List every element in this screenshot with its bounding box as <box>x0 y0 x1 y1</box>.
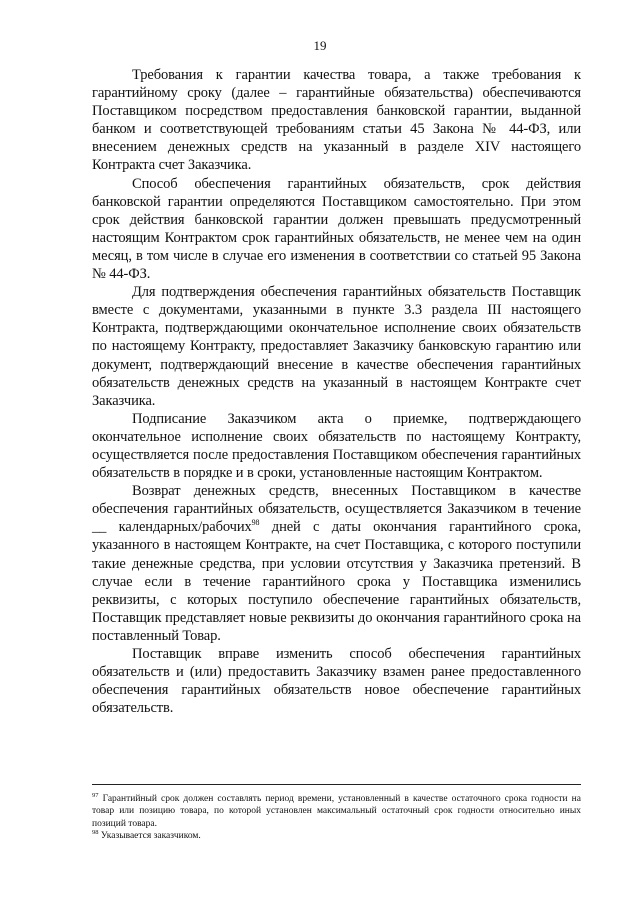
footnotes <box>92 793 581 842</box>
paragraph-warranty-requirements: Требования к гарантии качества товара, а также требования к гарантийному сроку (далее – гарантийные обязательства) обеспечиваются Поставщиком посредством предоставления банковской гарантии, выданной банком и соответствующей требованиям статьи 45 Закона № 44-ФЗ, или внесением денежных средств на указанный в разделе XIV настоящего Контракта счет Заказчика. <box>92 67 581 174</box>
paragraph-security-method: Способ обеспечения гарантийных обязательств, срок действия банковской гарантии определяются Поставщиком самостоятельно. При этом срок действия банковской гарантии должен превышать предусмотренный настоящим Контрактом срок гарантийных обязательств, не менее чем на один месяц, в том числе в случае его изменения в соответствии со статьей 95 Закона № 44-ФЗ. <box>92 175 581 283</box>
paragraph-funds-return-end: дней с даты окончания гарантийного срока, указанного в настоящем Контракте, на счет Поставщика, с которого поступили такие денежные средства, при условии отсутствия у Заказчика претензий. В случае если в течение гарантийного срока у Поставщика изменились реквизиты, с которых поступило обеспечение гарантийных обязательств, Поставщик представляет новые реквизиты до окончания гарантийного срока на поставленный Товар. <box>92 519 581 644</box>
footnote-98 <box>92 830 581 842</box>
footnote-97 <box>92 793 581 830</box>
paragraph-funds-return <box>92 482 581 645</box>
footnote-97-marker: 97 <box>92 792 99 799</box>
paragraph-acceptance-signing: Подписание Заказчиком акта о приемке, подтверждающего окончательное исполнение своих обязательств по настоящему Контракту, осуществляется после предоставления Поставщиком обеспечения гарантийных обязательств в порядке и в сроки, установленные настоящим Контрактом. <box>92 410 581 482</box>
paragraph-security-confirmation: Для подтверждения обеспечения гарантийных обязательств Поставщик вместе с документами, указанными в пункте 3.3 раздела III настоящего Контракта, подтверждающими окончательное исполнение своих обязательств по настоящему Контракту, предоставляет Заказчику банковскую гарантию или документ, подтверждающий внесение в качестве обеспечения гарантийных обязательств денежных средств на указанный в настоящем Контракте счет Заказчика. <box>92 284 581 409</box>
page-number: 19 <box>313 38 327 53</box>
body-text <box>92 66 581 717</box>
footnote-97-text: Гарантийный срок должен составлять период времени, установленный в качестве остаточного срока годности на товар или позицию товара, по которой установлен максимальный остаточный срок годности относительно иных позиций товара. <box>92 794 581 829</box>
paragraph-security-change: Поставщик вправе изменить способ обеспечения гарантийных обязательств и (или) предоставить Заказчику взамен ранее предоставленного обеспечения гарантийных обязательств новое обеспечение гарантийных обязательств. <box>92 646 581 717</box>
paragraph-funds-return-start: Возврат денежных средств, внесенных Поставщиком в качестве обеспечения гарантийных обязательств, осуществляется Заказчиком в течение __ календарных/рабочих <box>92 483 581 536</box>
footnote-ref-98: 98 <box>251 518 260 528</box>
footnote-98-text: Указывается заказчиком. <box>98 830 201 841</box>
footnote-98-marker: 98 <box>92 828 99 836</box>
footnote-divider <box>92 784 581 785</box>
